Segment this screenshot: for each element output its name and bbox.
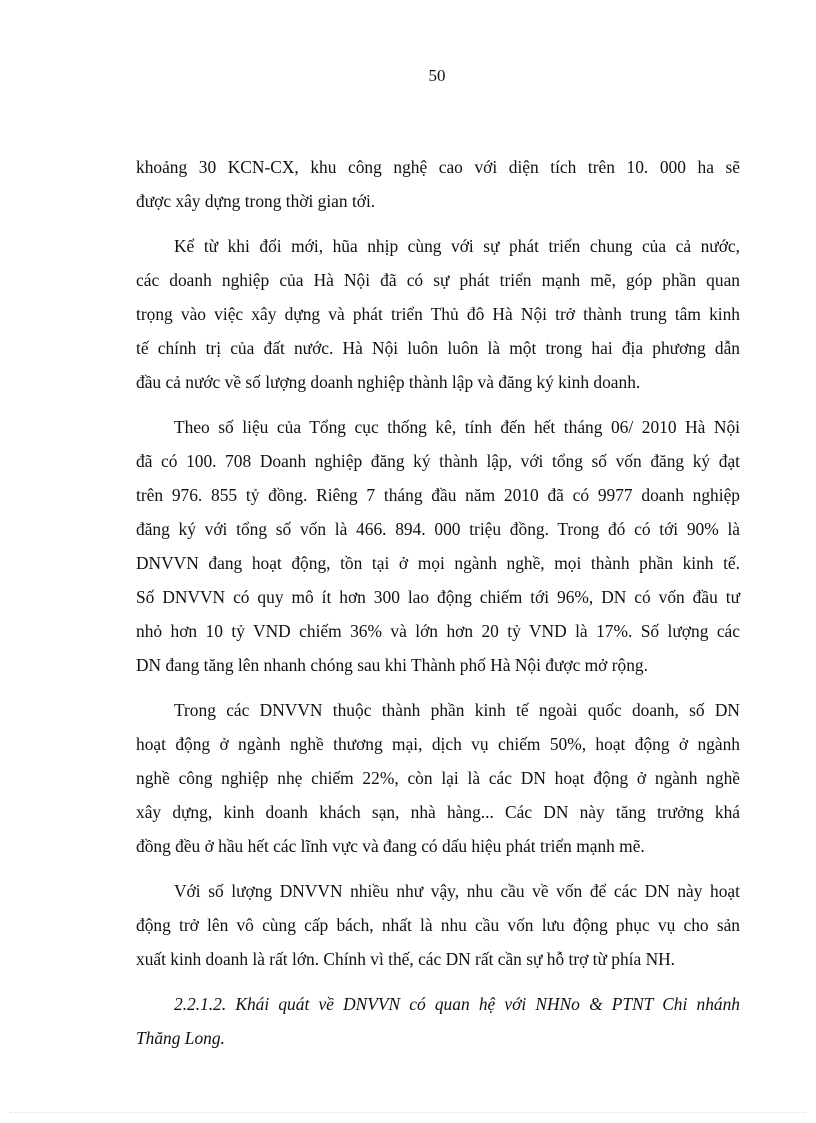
text-line: Số DNVVN có quy mô ít hơn 300 lao động chiếm tới 96%, DN có vốn đầu tư	[136, 587, 740, 607]
text-line: xây dựng, kinh doanh khách sạn, nhà hàng... Các DN này tăng trưởng khá	[136, 802, 740, 822]
text-line: DNVVN đang hoạt động, tồn tại ở mọi ngành nghề, mọi thành phần kinh tế.	[136, 553, 740, 573]
body-paragraph	[136, 150, 740, 218]
page-bottom-divider	[10, 1112, 806, 1113]
text-line: trọng vào việc xây dựng và phát triển Thủ đô Hà Nội trở thành trung tâm kinh	[136, 304, 740, 324]
text-line: xuất kinh doanh là rất lớn. Chính vì thế, các DN rất cần sự hỗ trợ từ phía NH.	[136, 949, 676, 969]
body-paragraph	[136, 874, 740, 976]
text-line: Với số lượng DNVVN nhiều như vậy, nhu cầu về vốn để các DN này hoạt	[174, 881, 740, 901]
section-heading	[136, 987, 740, 1055]
text-line: DN đang tăng lên nhanh chóng sau khi Thành phố Hà Nội được mở rộng.	[136, 655, 648, 675]
text-line: 2.2.1.2. Khái quát về DNVVN có quan hệ với NHNo & PTNT Chi nhánh	[174, 994, 740, 1014]
text-line: Thăng Long.	[136, 1028, 225, 1048]
body-paragraph	[136, 410, 740, 682]
text-line: khoảng 30 KCN-CX, khu công nghệ cao với diện tích trên 10. 000 ha sẽ	[136, 157, 740, 177]
body-paragraph	[136, 693, 740, 863]
document-body	[136, 150, 740, 1066]
text-line: các doanh nghiệp của Hà Nội đã có sự phát triển mạnh mẽ, góp phần quan	[136, 270, 740, 290]
text-line: đồng đều ở hầu hết các lĩnh vực và đang có dấu hiệu phát triển mạnh mẽ.	[136, 836, 645, 856]
text-line: được xây dựng trong thời gian tới.	[136, 191, 376, 211]
text-line: Kể từ khi đổi mới, hũa nhịp cùng với sự phát triển chung của cả nước,	[174, 236, 740, 256]
page-number: 50	[428, 66, 446, 85]
text-line: đã có 100. 708 Doanh nghiệp đăng ký thành lập, với tổng số vốn đăng ký đạt	[136, 451, 740, 471]
text-line: nghề công nghiệp nhẹ chiếm 22%, còn lại là các DN hoạt động ở ngành nghề	[136, 768, 740, 788]
text-line: đăng ký với tổng số vốn là 466. 894. 000 triệu đồng. Trong đó có tới 90% là	[136, 519, 740, 539]
text-line: nhỏ hơn 10 tỷ VND chiếm 36% và lớn hơn 20 tỷ VND là 17%. Số lượng các	[136, 621, 740, 641]
body-paragraph	[136, 229, 740, 399]
text-line: trên 976. 855 tỷ đồng. Riêng 7 tháng đầu năm 2010 đã có 9977 doanh nghiệp	[136, 485, 740, 505]
text-line: động trở lên vô cùng cấp bách, nhất là nhu cầu vốn lưu động phục vụ cho sản	[136, 915, 740, 935]
text-line: Theo số liệu của Tổng cục thống kê, tính đến hết tháng 06/ 2010 Hà Nội	[174, 417, 740, 437]
text-line: tế chính trị của đất nước. Hà Nội luôn luôn là một trong hai địa phương dẫn	[136, 338, 740, 358]
text-line: hoạt động ở ngành nghề thương mại, dịch vụ chiếm 50%, hoạt động ở ngành	[136, 734, 740, 754]
text-line: đầu cả nước về số lượng doanh nghiệp thành lập và đăng ký kinh doanh.	[136, 372, 641, 392]
text-line: Trong các DNVVN thuộc thành phần kinh tế ngoài quốc doanh, số DN	[174, 700, 740, 720]
